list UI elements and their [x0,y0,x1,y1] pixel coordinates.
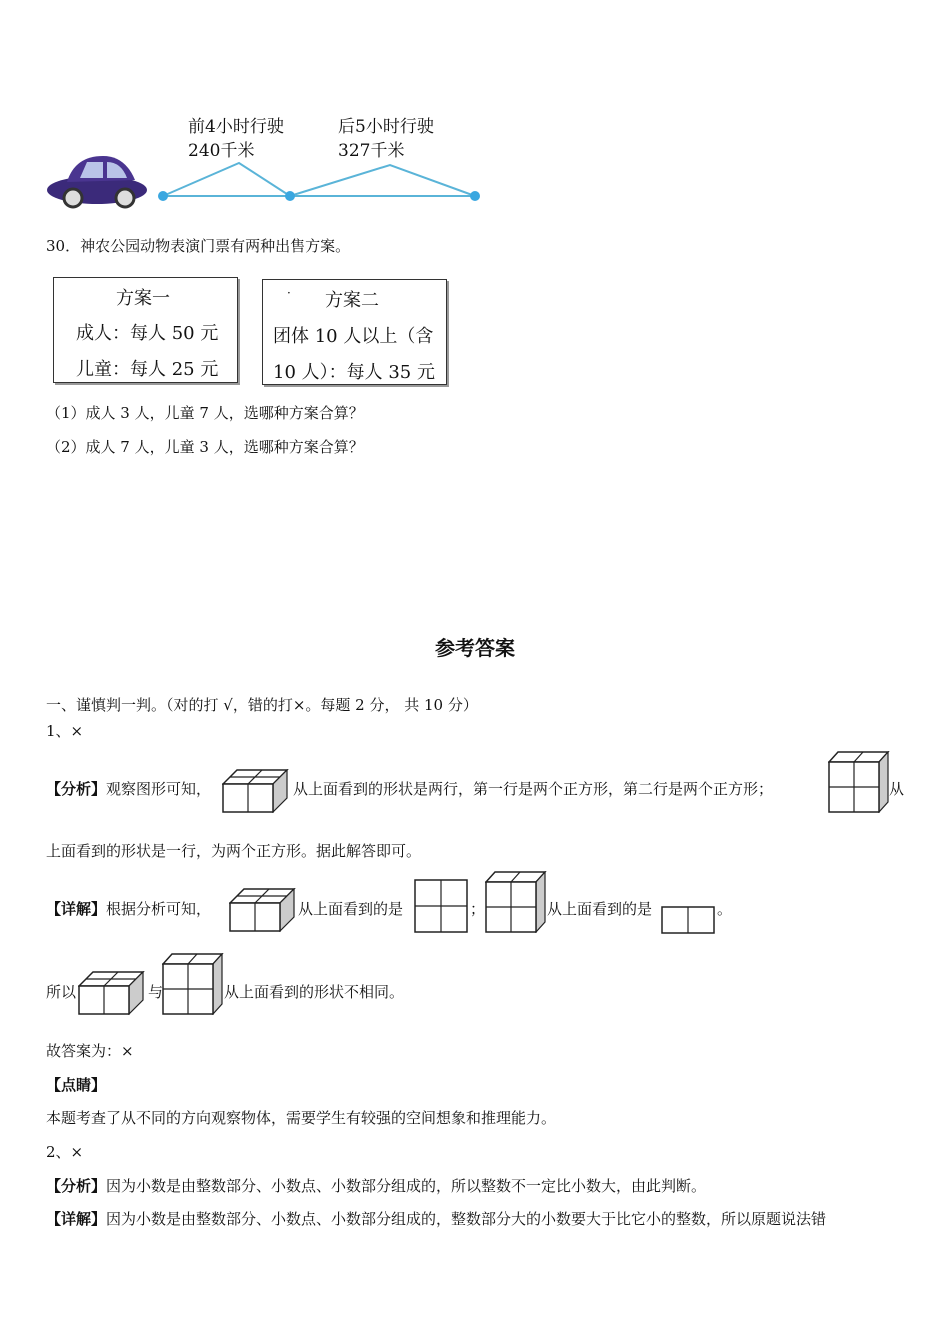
cube-figure-tall [485,871,547,933]
plan1-adult: 成人：每人 50 元 [76,323,219,344]
plan2-box [262,279,447,385]
segment1-distance: 240千米 [188,141,255,161]
comment-tag: 【点睛】 [46,1076,107,1094]
plan2-title: 方案二 [325,290,379,311]
so-text: 与 [148,983,164,1001]
analysis-text: 观察图形可知， [106,780,212,798]
comment-text: 本题考查了从不同的方向观察物体，需要学生有较强的空间想象和推理能力。 [46,1109,557,1127]
analysis-text: 从 [889,780,905,798]
cube-figure-flat [78,971,150,1015]
analysis-tag: 【分析】 [46,1177,107,1195]
plan2-line1: 团体 10 人以上（含 [273,326,434,347]
detail-text: 从上面看到的是 [298,900,404,918]
detail-text: 从上面看到的是 [547,900,653,918]
so-text: 从上面看到的形状不相同。 [224,983,405,1001]
detail-tag: 【详解】 [46,1210,107,1228]
sub-question-2: （2）成人 7 人，儿童 3 人，选哪种方案合算？ [46,438,364,456]
analysis-text: 上面看到的形状是一行，为两个正方形。据此解答即可。 [46,842,422,860]
detail-text: 根据分析可知， [106,900,212,918]
section-1-title: 一、谨慎判一判。（对的打 √，错的打×。每题 2 分， 共 10 分） [46,696,478,714]
segment2-distance: 327千米 [338,141,405,161]
plan1-child: 儿童：每人 25 元 [76,359,219,380]
segment1-label: 前4小时行驶 [188,117,284,137]
stray-dot: · [287,286,291,300]
answer-2: 2、× [46,1143,84,1161]
car-icon [47,156,147,207]
cube-figure-flat [229,888,301,932]
plan1-title: 方案一 [116,288,170,309]
cube-figure-tall [828,751,890,813]
trip-diagram [45,150,485,215]
segment2-label: 后5小时行驶 [338,117,434,137]
conclusion: 故答案为：× [46,1042,134,1060]
analysis-text: 从上面看到的形状是两行，第一行是两个正方形，第二行是两个正方形； [293,780,774,798]
plan2-line2: 10 人）：每人 35 元 [273,362,435,383]
cube-figure-tall [162,953,224,1015]
analysis-tag: 【分析】 [46,780,107,798]
analysis-text: 因为小数是由整数部分、小数点、小数部分组成的，所以整数不一定比小数大，由此判断。 [106,1177,707,1195]
top-view-1x2 [661,906,715,934]
detail-text: 因为小数是由整数部分、小数点、小数部分组成的，整数部分大的小数要大于比它小的整数，所以原题说法错 [106,1210,827,1228]
detail-text: 。 [717,900,733,918]
answers-heading: 参考答案 [435,636,515,660]
answer-1: 1、× [46,722,84,740]
sub-question-1: （1）成人 3 人，儿童 7 人，选哪种方案合算？ [46,404,364,422]
cube-figure-flat [222,769,294,813]
plan1-box [53,277,238,383]
detail-text: ； [470,900,486,918]
top-view-2x2 [414,879,468,933]
detail-tag: 【详解】 [46,900,107,918]
so-text: 所以 [46,983,77,1001]
question-30: 30．神农公园动物表演门票有两种出售方案。 [46,237,351,255]
